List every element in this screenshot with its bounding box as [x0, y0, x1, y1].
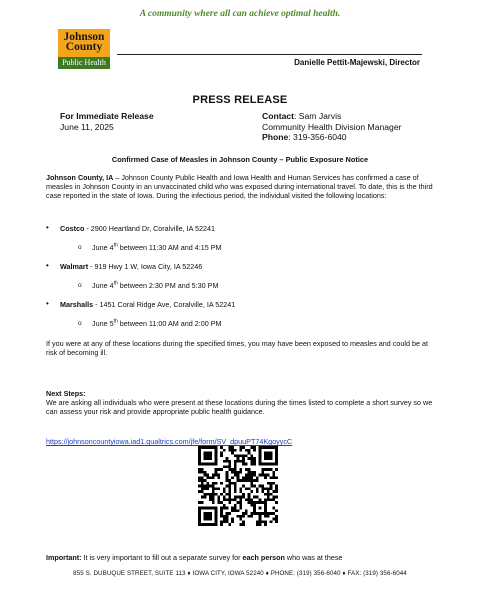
release-date: June 11, 2025: [60, 121, 114, 132]
release-label: For Immediate Release: [60, 111, 154, 121]
location-day: June 4: [92, 243, 114, 252]
contact-role: Community Health Division Manager: [262, 121, 402, 132]
survey-link[interactable]: https://johnsoncountyiowa.iad1.qualtrics.com/jfe/form/SV_dpuuPT74KgoyycC: [46, 437, 293, 446]
director-title: Director: [389, 58, 420, 67]
exposure-note: If you were at any of these locations during the specified times, you may have been exposed to measles and could be at risk of becoming ill.: [46, 339, 428, 358]
header-divider: [117, 54, 422, 55]
next-steps-text: We are asking all individuals who were present at these locations during the times listed to complete a short survey so we can assess your risk and provide appropriate public health guidance.: [46, 398, 433, 417]
location-item: [46, 261, 203, 271]
important-text-end: who was at these: [284, 553, 343, 562]
location-item: [46, 223, 216, 233]
location-time: [78, 318, 222, 328]
bullet-icon: •: [46, 299, 49, 308]
circle-bullet-icon: o: [78, 282, 82, 289]
director-name: Danielle Pettit-Majewski: [294, 58, 385, 67]
contact-name: Sam Jarvis: [298, 111, 342, 121]
location-address: - 1451 Coral Ridge Ave, Coralville, IA 52241: [93, 300, 236, 309]
location-name: Marshalls: [60, 300, 94, 309]
location-address: - 2900 Heartland Dr, Coralville, IA 52241: [84, 224, 216, 233]
location-hours: between 2:30 PM and 5:30 PM: [117, 281, 219, 290]
contact-phone: 319-356-6040: [293, 132, 347, 142]
tagline: A community where all can achieve optimal health.: [139, 9, 341, 19]
location-name: Costco: [60, 224, 85, 233]
important-emph: each person: [242, 553, 285, 562]
intro-text: – Johnson County Public Health and Iowa Health and Human Services has confirmed a case of measles in Johnson County in an unvaccinated child who was exposed during international travel. To date, this is the third case reported in the state of Iowa. During the infectious period, the individual visited the following locations:: [46, 173, 433, 201]
next-steps-title: Next Steps:: [46, 389, 86, 398]
contact-block: Contact: Sam Jarvis Community Health Division Manager Phone: 319-356-6040: [262, 111, 402, 142]
director-line: Danielle Pettit-Majewski, Director: [294, 58, 420, 67]
important-lead: Important:: [46, 553, 82, 562]
circle-bullet-icon: o: [78, 244, 82, 251]
bullet-icon: •: [46, 261, 49, 270]
intro-paragraph: [46, 173, 441, 201]
logo-band-public-health: Public Health: [58, 57, 110, 69]
headline: Confirmed Case of Measles in Johnson County – Public Exposure Notice: [111, 155, 369, 164]
day-suffix: th: [113, 242, 118, 249]
location-hours: between 11:00 AM and 2:00 PM: [117, 319, 222, 328]
location-hours: between 11:30 AM and 4:15 PM: [117, 243, 222, 252]
circle-bullet-icon: o: [78, 320, 82, 327]
location-time: [78, 280, 219, 290]
location-name: Walmart: [60, 262, 89, 271]
location-day: June 5: [92, 319, 114, 328]
bullet-icon: •: [46, 223, 49, 232]
contact-label: Contact: [262, 111, 294, 121]
phone-label: Phone: [262, 132, 289, 142]
logo-line-johnson: Johnson: [63, 31, 105, 43]
day-suffix: th: [113, 280, 118, 287]
important-text: It is very important to fill out a separate survey for: [81, 553, 243, 562]
day-suffix: th: [113, 318, 118, 325]
johnson-county-logo: [58, 29, 110, 69]
release-block: [60, 111, 154, 132]
location-time: [78, 242, 222, 252]
location-day: June 4: [92, 281, 114, 290]
important-note: [46, 553, 441, 562]
survey-qr-code[interactable]: [198, 446, 278, 526]
footer-address: 855 S. DUBUQUE STREET, SUITE 113 ♦ IOWA CITY, IOWA 52240 ♦ PHONE: (319) 356-6040 ♦ FAX: (319) 356-6044: [73, 570, 407, 577]
intro-lead: Johnson County, IA: [46, 173, 114, 182]
press-release-title: PRESS RELEASE: [192, 94, 288, 106]
location-item: [46, 299, 236, 309]
logo-line-county: County: [65, 41, 103, 53]
location-address: - 919 Hwy 1 W, Iowa City, IA 52246: [88, 262, 203, 271]
